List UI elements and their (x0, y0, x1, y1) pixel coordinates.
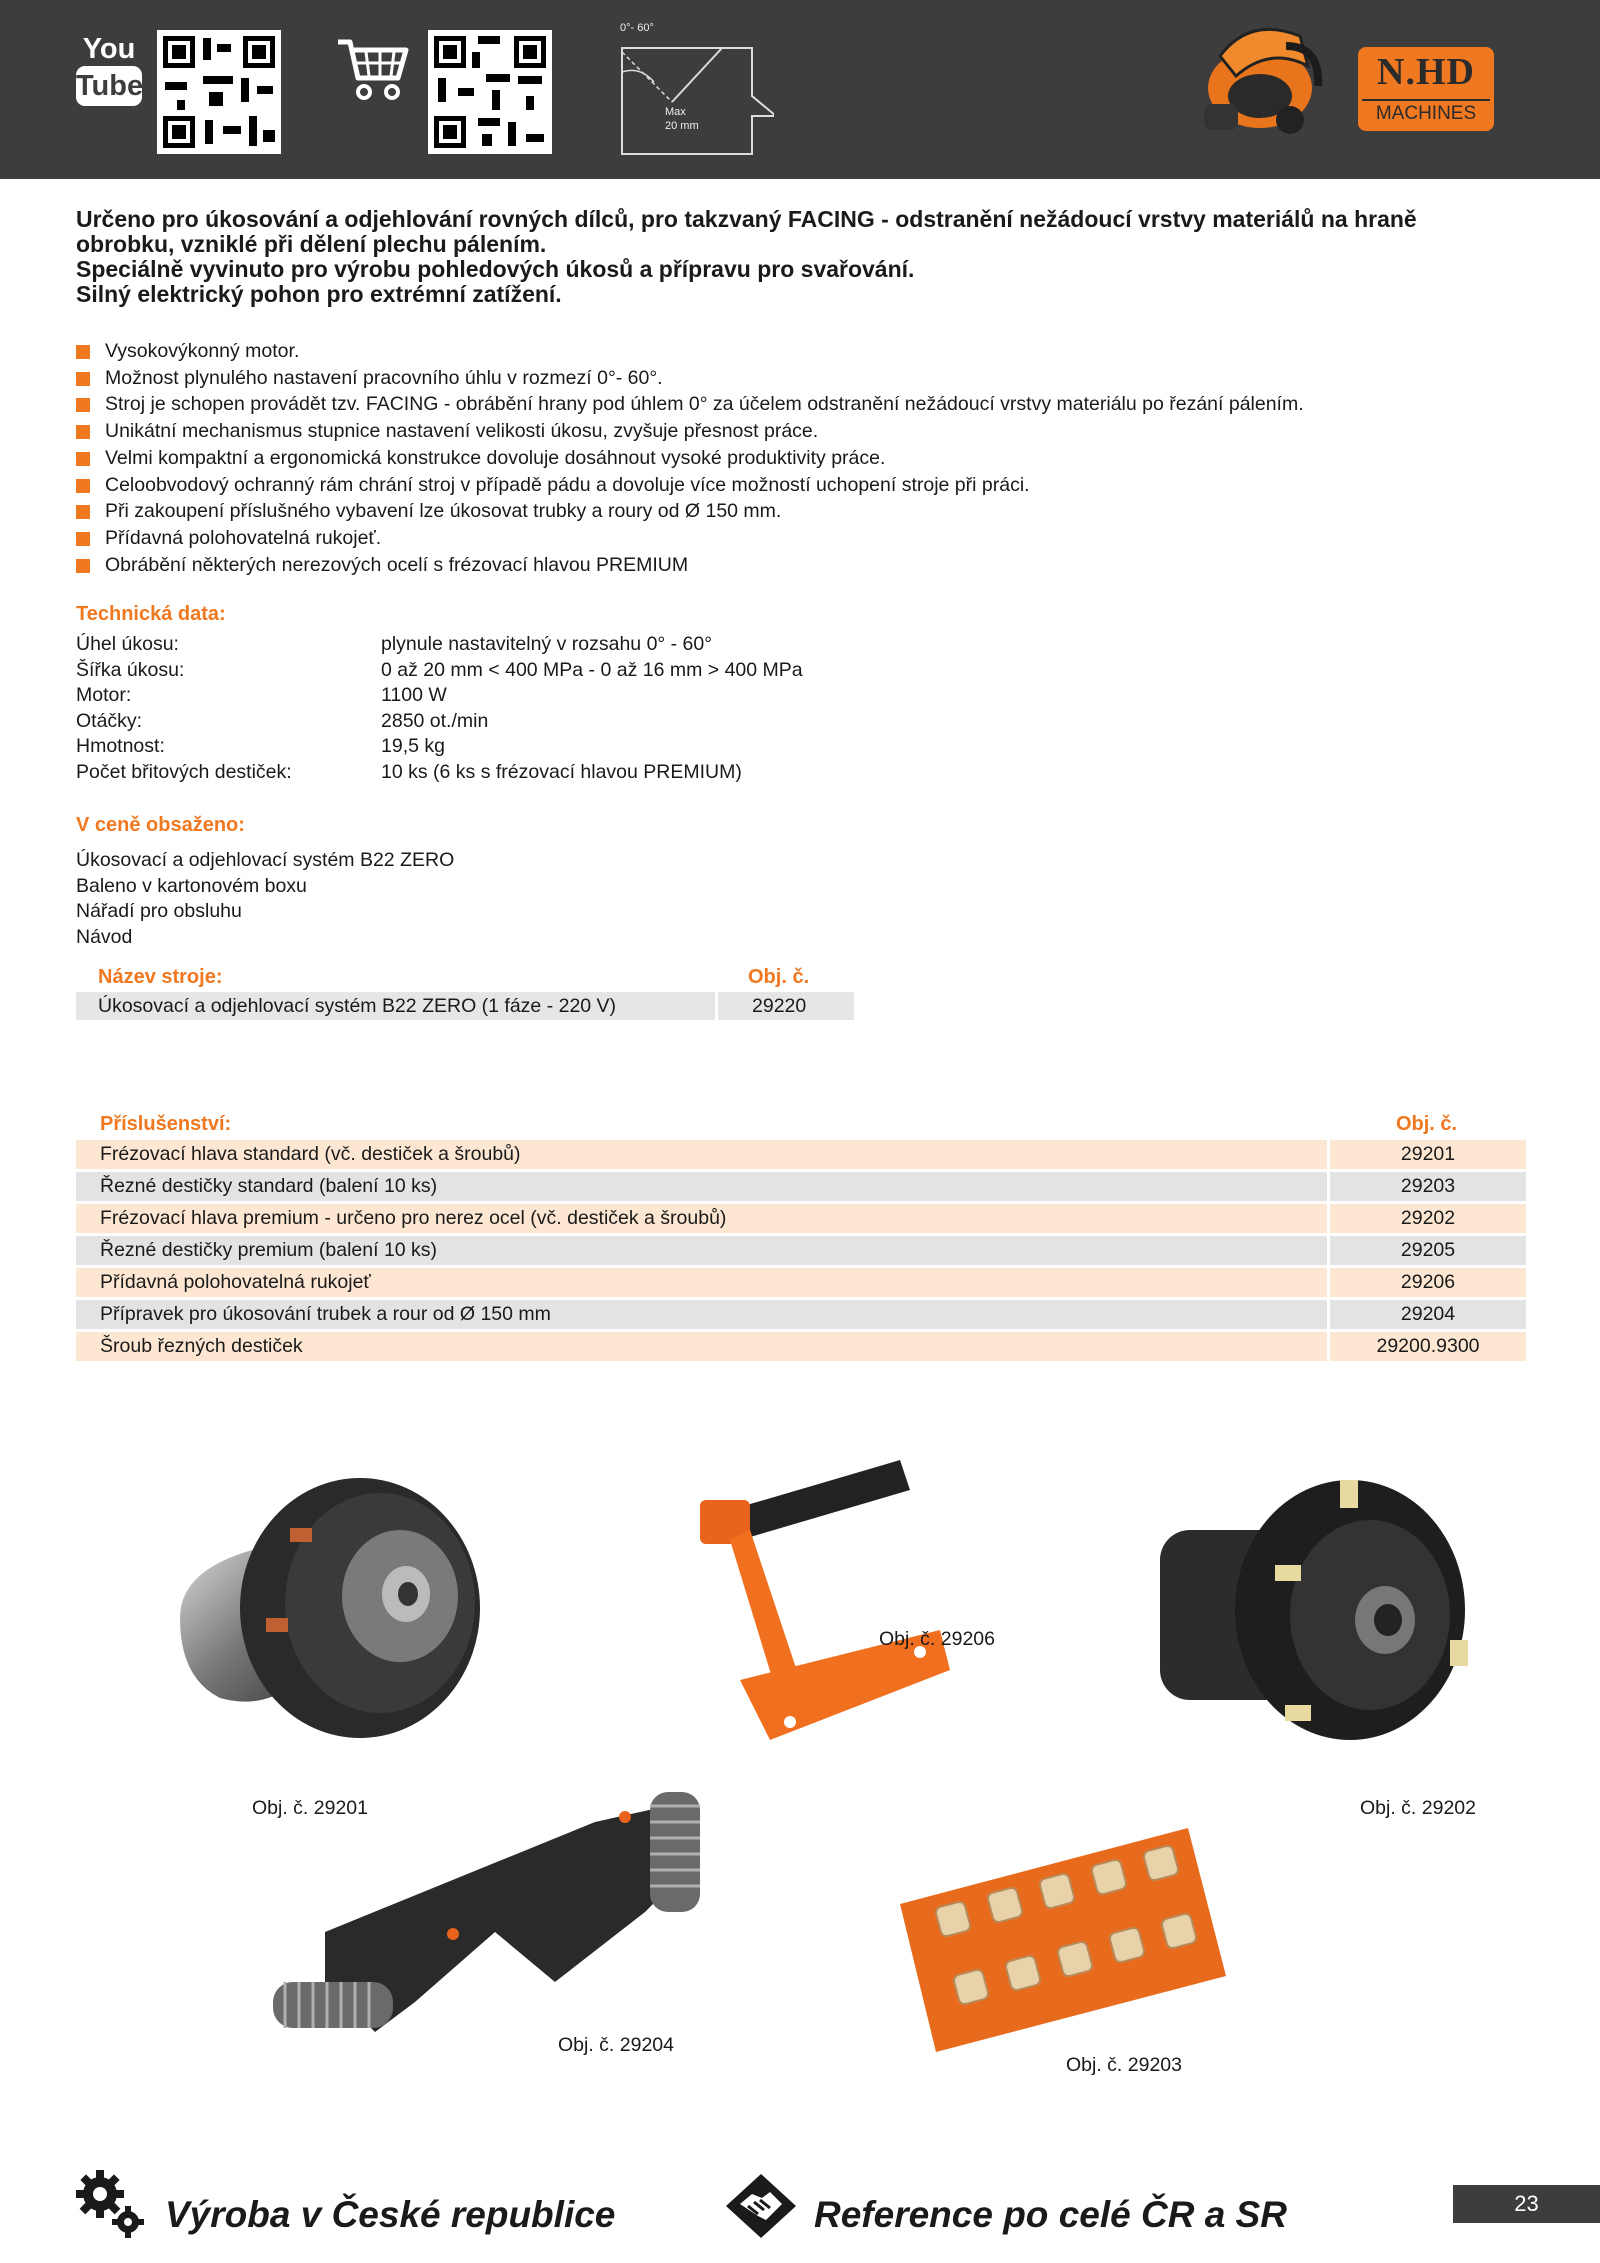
included-item: Návod (76, 925, 133, 948)
accessories-col-code: Obj. č. (1395, 1112, 1458, 1135)
feature-item: Celoobvodový ochranný rám chrání stroj v případě pádu a dovoluje více možností uchopení stroje při práci. (76, 472, 1304, 499)
tech-key: Úhel úkosu: (76, 633, 179, 655)
bevel-max-value: 20 mm (665, 120, 699, 132)
accessory-name: Frézovací hlava premium - určeno pro nerez ocel (vč. destiček a šroubů) (76, 1204, 1327, 1233)
milling-head-premium-photo (1160, 1470, 1480, 1770)
tech-key: Šířka úkosu: (76, 658, 185, 681)
included-list (76, 848, 454, 950)
milling-head-standard-photo (170, 1468, 490, 1768)
nhd-machines-logo[interactable] (1358, 47, 1494, 131)
table-row (76, 1300, 1526, 1329)
included-item: Úkosovací a odjehlovací systém B22 ZERO (76, 849, 455, 871)
feature-item: Možnost plynulého nastavení pracovního úhlu v rozmezí 0°- 60°. (76, 365, 1304, 392)
accessory-code: 29204 (1327, 1300, 1526, 1329)
feature-item: Vysokovýkonný motor. (76, 338, 1304, 365)
accessory-code: 29202 (1327, 1204, 1526, 1233)
tech-key: Motor: (76, 684, 132, 706)
machine-photo (1190, 16, 1330, 151)
header-bar (0, 0, 1600, 179)
accessory-code: 29200.9300 (1327, 1332, 1526, 1361)
table-row (76, 992, 854, 1020)
intro-line: Speciálně vyvinuto pro výrobu pohledových úkosů a přípravu pro svařování. (76, 256, 915, 282)
footer-made-in-cz: Výroba v České republice (165, 2194, 616, 2235)
feature-item: Obrábění některých nerezových ocelí s frézovací hlavou PREMIUM (76, 552, 1304, 579)
logo-text: MACHINES (1375, 103, 1477, 124)
machine-table (76, 962, 854, 1023)
machine-name: Úkosovací a odjehlovací systém B22 ZERO (1 fáze - 220 V) (76, 992, 718, 1020)
tech-row (76, 683, 803, 709)
caption-29201: Obj. č. 29201 (252, 1797, 368, 1819)
tech-key: Počet břitových destiček: (76, 760, 292, 783)
included-item: Baleno v kartonovém boxu (76, 874, 307, 897)
feature-item: Přídavná polohovatelná rukojeť. (76, 525, 1304, 552)
feature-item: Při zakoupení příslušného vybavení lze úkosovat trubky a roury od Ø 150 mm. (76, 498, 1304, 525)
bevel-diagram (614, 22, 774, 158)
accessory-code: 29205 (1327, 1236, 1526, 1265)
accessories-table (76, 1108, 1526, 1364)
feature-item: Stroj je schopen provádět tzv. FACING - obrábění hrany pod úhlem 0° za účelem odstranění nežádoucí vrstvy materiálu po řezání pálením. (76, 391, 1304, 418)
accessories-col-name: Příslušenství: (100, 1112, 232, 1135)
accessories-table-header (76, 1111, 1526, 1137)
accessory-name: Řezné destičky premium (balení 10 ks) (76, 1236, 1327, 1265)
caption-29203: Obj. č. 29203 (1066, 2054, 1182, 2076)
tech-row (76, 709, 803, 735)
cutting-inserts-photo (898, 1826, 1228, 2056)
tech-value: 19,5 kg (381, 735, 445, 757)
page-number: 23 (1453, 2185, 1600, 2223)
caption-29204: Obj. č. 29204 (558, 2034, 674, 2056)
feature-item: Velmi kompaktní a ergonomická konstrukce dovoluje dosáhnout vysoké produktivity práce. (76, 445, 1304, 472)
table-row (76, 1236, 1526, 1265)
logo-mark: N.HD (1377, 51, 1475, 93)
bevel-max-label: Max (665, 106, 686, 118)
caption-29206: Obj. č. 29206 (879, 1628, 995, 1650)
machine-table-header (76, 965, 854, 989)
accessory-name: Šroub řezných destiček (76, 1332, 1327, 1361)
accessory-name: Přídavná polohovatelná rukojeť (76, 1268, 1327, 1297)
accessory-code: 29206 (1327, 1268, 1526, 1297)
tech-value: 10 ks (6 ks s frézovací hlavou PREMIUM) (381, 760, 742, 783)
intro-line: Silný elektrický pohon pro extrémní zatížení. (76, 281, 562, 307)
table-row (76, 1268, 1526, 1297)
youtube-icon[interactable] (76, 32, 142, 112)
tech-value: plynule nastavitelný v rozsahu 0° - 60° (381, 633, 713, 655)
intro-text (76, 207, 1516, 307)
table-row (76, 1204, 1526, 1233)
caption-29202: Obj. č. 29202 (1360, 1797, 1476, 1819)
intro-line: Určeno pro úkosování a odjehlování rovných dílců, pro takzvaný FACING - odstranění nežádoucí vrstvy materiálů na hraně obrobku, vzniklé při dělení plechu pálením. (76, 206, 1417, 257)
included-item: Nářadí pro obsluhu (76, 900, 242, 922)
tech-key: Otáčky: (76, 709, 143, 732)
accessory-name: Frézovací hlava standard (vč. destiček a šroubů) (76, 1140, 1327, 1169)
accessory-code: 29201 (1327, 1140, 1526, 1169)
machine-col-code: Obj. č. (748, 965, 810, 988)
youtube-icon-top: You (82, 33, 136, 65)
shopping-cart-icon[interactable] (336, 36, 410, 102)
bevel-angle-label: 0°- 60° (620, 22, 654, 34)
tech-row (76, 760, 803, 786)
included-heading: V ceně obsaženo: (76, 814, 245, 836)
tech-data-heading: Technická data: (76, 603, 226, 625)
tech-data-list (76, 632, 803, 785)
machine-col-name: Název stroje: (98, 965, 223, 988)
qr-code-youtube[interactable] (157, 30, 281, 154)
table-row (76, 1140, 1526, 1169)
accessory-code: 29203 (1327, 1172, 1526, 1201)
qr-code-shop[interactable] (428, 30, 552, 154)
gears-icon (74, 2168, 146, 2240)
feature-item: Unikátní mechanismus stupnice nastavení velikosti úkosu, zvyšuje přesnost práce. (76, 418, 1304, 445)
feature-list (76, 338, 1304, 578)
youtube-icon-bottom: Tube (76, 66, 142, 106)
footer-references: Reference po celé ČR a SR (814, 2194, 1287, 2235)
tech-key: Hmotnost: (76, 735, 165, 757)
tech-row (76, 734, 803, 760)
tech-value: 1100 W (381, 684, 447, 706)
tech-row (76, 632, 803, 658)
table-row (76, 1332, 1526, 1361)
machine-code: 29220 (718, 992, 854, 1020)
tech-value: 2850 ot./min (381, 709, 489, 732)
tech-row (76, 658, 803, 684)
handshake-icon (722, 2170, 800, 2242)
accessory-name: Přípravek pro úkosování trubek a rour od Ø 150 mm (76, 1300, 1327, 1329)
table-row (76, 1172, 1526, 1201)
auxiliary-handle-photo (690, 1440, 960, 1770)
accessory-name: Řezné destičky standard (balení 10 ks) (76, 1172, 1327, 1201)
tech-value: 0 až 20 mm < 400 MPa - 0 až 16 mm > 400 MPa (381, 658, 803, 681)
